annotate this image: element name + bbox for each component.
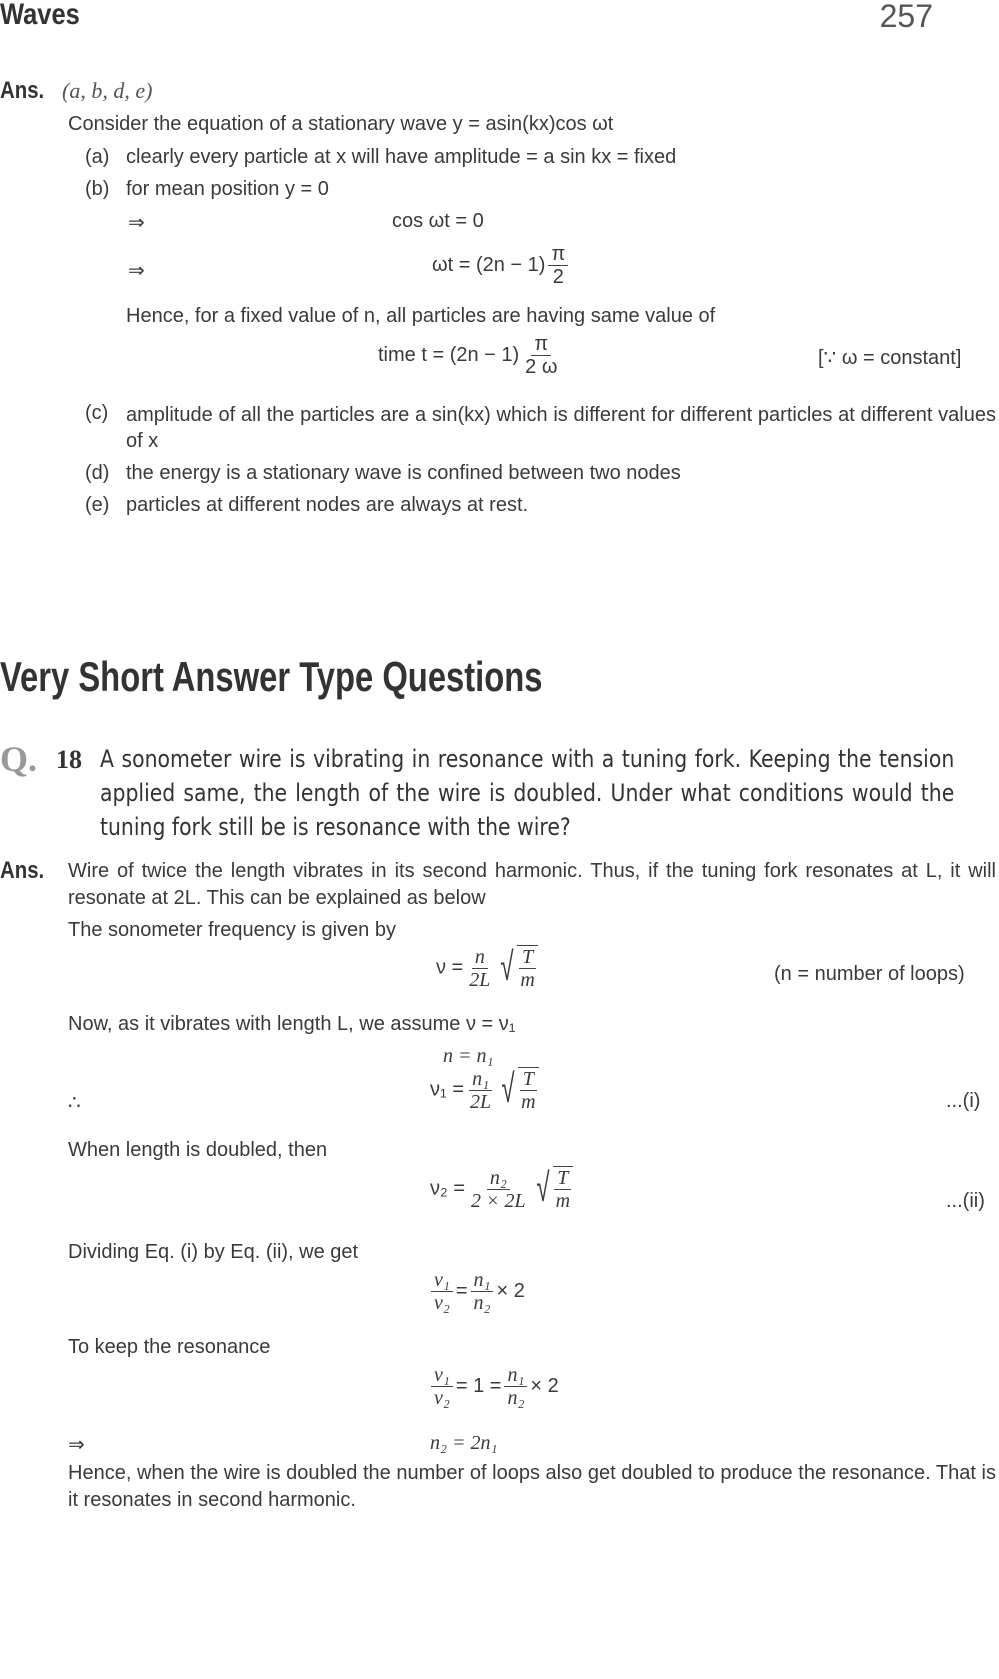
equation-time xyxy=(378,333,563,378)
equation-tag-i: ...(i) xyxy=(946,1090,981,1112)
eq-lhs: time t = (2n − 1) xyxy=(378,343,520,366)
equation-resonance xyxy=(428,1364,559,1409)
denominator: ν₂ xyxy=(434,1292,450,1314)
radical-icon: √ xyxy=(536,1166,550,1210)
implies-symbol: ⇒ xyxy=(68,1434,85,1456)
frequency-line: The sonometer frequency is given by xyxy=(68,919,396,941)
question-number: 18 xyxy=(56,745,82,774)
hence-text: Hence, for a fixed value of n, all particles are having same value of xyxy=(126,305,716,327)
dividing-line: Dividing Eq. (i) by Eq. (ii), we get xyxy=(68,1241,359,1263)
item-text-b: for mean position y = 0 xyxy=(126,178,329,200)
eq-lhs: ν₂ = xyxy=(430,1177,465,1200)
fraction xyxy=(522,333,560,378)
denominator: 2L xyxy=(469,1090,492,1113)
answer-label: Ans. xyxy=(0,857,45,884)
eq-lhs: ωt = (2n − 1) xyxy=(432,253,546,276)
equation-omega-t xyxy=(432,243,571,288)
square-root xyxy=(496,945,540,991)
numerator: T xyxy=(519,946,536,969)
therefore-symbol: ∴ xyxy=(68,1092,81,1114)
doubled-line: When length is doubled, then xyxy=(68,1139,328,1161)
fraction xyxy=(466,946,493,991)
item-text-d: the energy is a stationary wave is confined between two nodes xyxy=(126,462,681,484)
section-title: Very Short Answer Type Questions xyxy=(0,653,543,700)
answer-options: (a, b, d, e) xyxy=(62,78,153,103)
denominator: 2 ω xyxy=(525,356,558,378)
question-text: A sonometer wire is vibrating in resonance with a tuning fork. Keeping the tension applied same, the length of the wire is doubled. Under what conditions would the tuning fork still be is resonance with the wire? xyxy=(100,745,955,841)
implies-symbol: ⇒ xyxy=(128,260,145,282)
denominator: n₂ xyxy=(473,1292,491,1314)
equals-one: = 1 = xyxy=(455,1374,502,1397)
item-marker-b: (b) xyxy=(85,178,110,200)
page-number: 257 xyxy=(879,0,933,34)
item-marker-d: (d) xyxy=(85,462,110,484)
numerator: ν₁ xyxy=(431,1269,453,1292)
numerator: T xyxy=(554,1167,571,1190)
denominator: 2 xyxy=(552,266,564,288)
keep-line: To keep the resonance xyxy=(68,1336,271,1358)
item-text-e: particles at different nodes are always at rest. xyxy=(126,494,529,516)
times-two: × 2 xyxy=(496,1279,525,1302)
implies-symbol: ⇒ xyxy=(128,212,145,234)
numerator: n xyxy=(472,946,488,969)
fraction xyxy=(548,243,568,288)
assume-line: Now, as it vibrates with length L, we assume ν = ν₁ xyxy=(68,1013,516,1035)
numerator: π xyxy=(548,243,568,266)
eq-lhs: ν = xyxy=(436,956,464,979)
denominator: m xyxy=(555,1190,571,1212)
chapter-title: Waves xyxy=(0,0,80,31)
conclusion-text: Hence, when the wire is doubled the number of loops also get doubled to produce the resonance. That is it resonates in second harmonic. xyxy=(68,1462,996,1511)
numerator: n₁ xyxy=(469,1068,492,1091)
numerator: n₂ xyxy=(487,1167,510,1190)
denominator: 2L xyxy=(469,968,491,991)
equals: = xyxy=(455,1279,468,1302)
denominator: ν₂ xyxy=(434,1387,450,1409)
answer-intro: Wire of twice the length vibrates in its second harmonic. Thus, if the tuning fork resonates at L, it will resonate at 2L. This can be explained as below xyxy=(68,860,996,909)
numerator: ν₁ xyxy=(431,1364,453,1387)
times-two: × 2 xyxy=(530,1374,559,1397)
loops-note: (n = number of loops) xyxy=(774,963,965,985)
question-marker: Q. xyxy=(0,739,38,779)
denominator: n₂ xyxy=(507,1387,525,1409)
answer-intro: Consider the equation of a stationary wave y = asin(kx)cos ωt xyxy=(68,113,614,135)
denominator: m xyxy=(521,1091,536,1113)
equation-nu2 xyxy=(430,1166,576,1212)
eq-lhs: ν₁ = xyxy=(430,1078,464,1101)
equation-frequency xyxy=(436,945,541,991)
radical-icon: √ xyxy=(500,945,514,989)
answer-label: Ans. xyxy=(0,77,45,104)
numerator: n₁ xyxy=(471,1269,494,1292)
item-text-a: clearly every particle at x will have amplitude = a sin kx = fixed xyxy=(126,146,677,168)
equation-cos: cos ωt = 0 xyxy=(392,210,484,232)
equation-tag-ii: ...(ii) xyxy=(946,1190,985,1212)
radical-icon: √ xyxy=(501,1067,515,1111)
equation-n: n = n₁ xyxy=(443,1045,494,1067)
numerator: n₁ xyxy=(504,1364,527,1387)
equation-note: [∵ ω = constant] xyxy=(818,347,962,369)
equation-nu1 xyxy=(430,1067,542,1113)
item-text-c: amplitude of all the particles are a sin(kx) which is different for different particles at different values of x xyxy=(126,404,996,452)
equation-final: n₂ = 2n₁ xyxy=(430,1432,498,1454)
item-marker-e: (e) xyxy=(85,494,110,516)
item-marker-c: (c) xyxy=(85,402,109,424)
denominator: m xyxy=(520,969,535,991)
item-marker-a: (a) xyxy=(85,146,110,168)
numerator: T xyxy=(520,1068,537,1091)
numerator: π xyxy=(531,333,551,356)
equation-ratio xyxy=(428,1269,525,1314)
denominator: 2 × 2L xyxy=(471,1189,526,1212)
